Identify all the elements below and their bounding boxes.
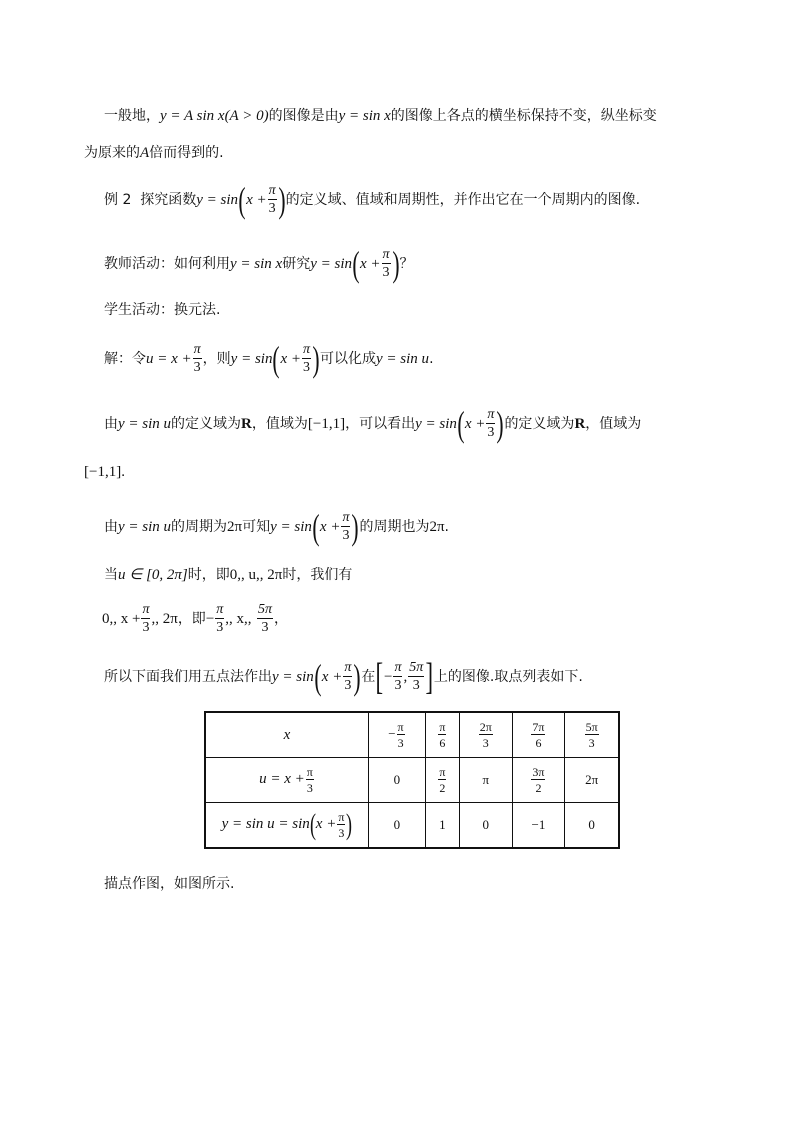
student-activity-line bbox=[104, 300, 220, 320]
paragraph-intro-line2 bbox=[84, 143, 224, 163]
text: 倍而得到的. bbox=[149, 145, 224, 161]
math-expression: y = A sin x(A > 0) bbox=[160, 108, 269, 124]
period-line: 由y = sin u的周期为2π可知y = sin(x + $\frac{\pi}{3}$ )的周期也为2π. bbox=[104, 507, 449, 547]
fraction-5pi-over-3: $\frac{5\pi}{3}$ bbox=[258, 602, 273, 635]
table-cell: 0 bbox=[369, 758, 426, 803]
table-cell: $\frac{7\pi}{6}$ bbox=[512, 712, 565, 758]
teacher-activity-line: 教师活动：如何利用y = sin x研究y = sin(x + $\frac{\pi}{3}$ )？ bbox=[104, 244, 414, 284]
text: 一般地， bbox=[104, 108, 160, 124]
example-2-line: 例 2 探究函数y = sin(x + $\frac{\pi}{3}$ )的定义域、值域和周期性，并作出它在一个周期内的图像. bbox=[104, 180, 641, 220]
fraction-pi-over-3: $\frac{\pi}{3}$ bbox=[342, 510, 350, 543]
table-row-x bbox=[205, 712, 619, 758]
table-row-header: x bbox=[205, 712, 369, 758]
text: 可以化成 bbox=[320, 351, 377, 367]
text: 的图像上各点的横坐标保持不变，纵坐标变 bbox=[390, 108, 657, 124]
fraction-pi-over-3: $\frac{\pi}{3}$ bbox=[344, 660, 352, 693]
paragraph-intro-line1 bbox=[104, 106, 657, 126]
text: 的图像是由 bbox=[268, 108, 339, 124]
domain-range-line1: 由y = sin u的定义域为R，值域为[−1,1]，可以看出y = sin(x + $\frac{\pi}{3}$ )的定义域为R，值域为 bbox=[104, 404, 642, 444]
fraction-pi-over-3: $\frac{\pi}{3}$ bbox=[193, 342, 201, 375]
text: 学生活动：换元法. bbox=[104, 302, 221, 318]
table-cell: 1 bbox=[425, 803, 459, 849]
text: 的定义域、值域和周期性，并作出它在一个周期内的图像. bbox=[285, 192, 641, 208]
table-cell: $\frac{\pi}{6}$ bbox=[425, 712, 459, 758]
table-row-header: y = sin u = sin(x + $\frac{\pi}{3}$ ) bbox=[205, 803, 369, 849]
math-expression: y = sin bbox=[196, 192, 239, 208]
inequality-line: 0,, x + $\frac{\pi}{3}$ ,, 2π，即− $\frac{\pi}{3}$ ,, x,, $\frac{5\pi}{3}$ ， bbox=[102, 602, 289, 635]
text: 教师活动：如何利用 bbox=[104, 256, 230, 272]
fraction-pi-over-3: $\frac{\pi}{3}$ bbox=[487, 407, 495, 440]
text: . bbox=[429, 351, 434, 367]
table-cell: 2π bbox=[565, 758, 619, 803]
table-row-y bbox=[205, 803, 619, 849]
five-point-line: 所以下面我们用五点法作出y = sin(x + $\frac{\pi}{3}$ )在[− $\frac{\pi}{3}$ , $\frac{5\pi}{3}$ ]上的图像.取点列表如下. bbox=[104, 656, 583, 698]
text: 为原来的 bbox=[84, 145, 140, 161]
table-cell: $\frac{2\pi}{3}$ bbox=[459, 712, 512, 758]
table-cell: 0 bbox=[459, 803, 512, 849]
table-cell: π bbox=[459, 758, 512, 803]
table-row-header: u = x + $\frac{\pi}{3}$ bbox=[205, 758, 369, 803]
math-expression: y = sin x bbox=[338, 108, 391, 124]
interval-line: 当u ∈ [0, 2π]时，即0,, u,, 2π时，我们有 bbox=[104, 567, 353, 583]
table-cell: 0 bbox=[565, 803, 619, 849]
fraction-pi-over-3: $\frac{\pi}{3}$ bbox=[142, 602, 150, 635]
domain-range-line2: [−1,1]. bbox=[84, 464, 125, 480]
example-label: 例 2 bbox=[104, 192, 132, 208]
text: ，则 bbox=[202, 351, 231, 367]
fraction-5pi-over-3: $\frac{5\pi}{3}$ bbox=[409, 660, 424, 693]
table-cell: $\frac{3\pi}{2}$ bbox=[512, 758, 565, 803]
math-expression: A bbox=[140, 145, 150, 161]
text: ？ bbox=[399, 256, 414, 272]
table-cell: 0 bbox=[369, 803, 426, 849]
math-expression: y = sin x bbox=[230, 256, 283, 272]
five-point-table bbox=[204, 711, 620, 849]
table-row-u bbox=[205, 758, 619, 803]
table-cell: $\frac{5\pi}{3}$ bbox=[565, 712, 619, 758]
fraction-pi-over-3: $\frac{\pi}{3}$ bbox=[303, 342, 311, 375]
table-cell: $\frac{\pi}{2}$ bbox=[425, 758, 459, 803]
fraction-pi-over-3: $\frac{\pi}{3}$ bbox=[268, 183, 276, 216]
fraction-pi-over-3: $\frac{\pi}{3}$ bbox=[382, 247, 390, 280]
closing-line: 描点作图，如图所示. bbox=[104, 876, 235, 892]
text: 解：令 bbox=[104, 351, 146, 367]
table-cell: − $\frac{\pi}{3}$ bbox=[369, 712, 426, 758]
fraction-pi-over-3: $\frac{\pi}{3}$ bbox=[394, 660, 402, 693]
text: 探究函数 bbox=[140, 192, 197, 208]
solution-line: 解：令u = x + $\frac{\pi}{3}$ ，则y = sin(x + $\frac{\pi}{3}$ )可以化成y = sin u. bbox=[104, 339, 434, 379]
table-cell: −1 bbox=[512, 803, 565, 849]
text: 研究 bbox=[282, 256, 311, 272]
fraction-pi-over-3: $\frac{\pi}{3}$ bbox=[216, 602, 224, 635]
